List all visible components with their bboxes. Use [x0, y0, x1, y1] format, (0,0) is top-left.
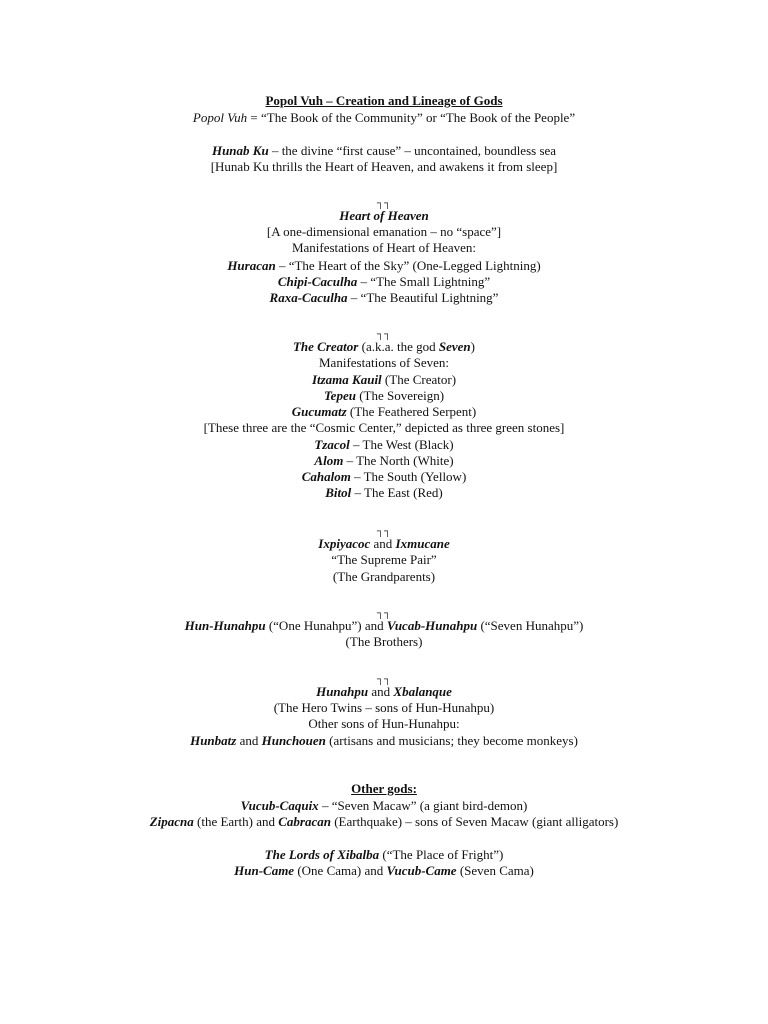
creator-item-name: Gucumatz: [291, 404, 347, 419]
subtitle-rest: = “The Book of the Community” or “The Book of the People”: [247, 110, 576, 125]
title-text: Popol Vuh – Creation and Lineage of Gods: [265, 93, 503, 108]
pair-title: [0, 536, 768, 552]
pair-line-2-text: “The Supreme Pair”: [331, 552, 437, 567]
direction-desc: – The North (White): [343, 453, 454, 468]
pair-line-3: [0, 569, 768, 585]
divider-glyph: ┐┐: [376, 329, 392, 340]
heart-item-desc: – “The Small Lightning”: [357, 274, 491, 289]
heart-note-text: [A one-dimensional emanation – no “space”]: [266, 224, 502, 239]
brothers-line-2: [0, 634, 768, 650]
direction-item: [0, 485, 768, 501]
direction-name: Tzacol: [314, 437, 350, 452]
page-title: [0, 93, 768, 109]
creator-item-desc: (The Sovereign): [355, 388, 445, 403]
heart-item: [0, 274, 768, 290]
sons-desc: (artisans and musicians; they become monkeys): [325, 733, 578, 748]
creator-note-text: [These three are the “Cosmic Center,” depicted as three green stones]: [203, 420, 565, 435]
son-name-2: Hunchouen: [261, 733, 326, 748]
other-gods-heading-text: Other gods:: [351, 781, 417, 796]
twins-line-3: [0, 716, 768, 732]
direction-item: [0, 437, 768, 453]
brothers-mid-2: (“Seven Hunahpu”): [477, 618, 584, 633]
divider-glyph: ┐┐: [376, 198, 392, 209]
cabracan-desc: (Earthquake) – sons of Seven Macaw (giant alligators): [330, 814, 619, 829]
divider-glyph: ┐┐: [376, 608, 392, 619]
brothers-mid-1: (“One Hunahpu”) and: [265, 618, 387, 633]
creator-mid: (a.k.a. the god: [358, 339, 439, 354]
heart-item-name: Chipi-Caculha: [277, 274, 358, 289]
other-god-line: [0, 814, 768, 830]
heart-item: [0, 258, 768, 274]
subtitle-line: [0, 110, 768, 126]
divider-glyph: ┐┐: [376, 526, 392, 537]
pair-line-2: [0, 552, 768, 568]
hunab-name: Hunab Ku: [211, 143, 269, 158]
zipacna-mid: (the Earth) and: [193, 814, 279, 829]
lords-desc: (“The Place of Fright”): [379, 847, 504, 862]
creator-item: [0, 372, 768, 388]
son-name-1: Hunbatz: [190, 733, 237, 748]
brothers-title: [0, 618, 768, 634]
hunab-desc: – the divine “first cause” – uncontained, boundless sea: [268, 143, 557, 158]
twins-line-2: [0, 700, 768, 716]
twins-and: and: [368, 684, 394, 699]
hun-came-mid: (One Cama) and: [294, 863, 387, 878]
zipacna-name: Zipacna: [149, 814, 194, 829]
heart-title: [0, 208, 768, 224]
heart-title-text: Heart of Heaven: [339, 208, 429, 223]
pair-and: and: [370, 536, 396, 551]
other-gods-heading: [0, 781, 768, 797]
creator-manifest-text: Manifestations of Seven:: [319, 355, 449, 370]
direction-desc: – The South (Yellow): [350, 469, 467, 484]
heart-manifest-text: Manifestations of Heart of Heaven:: [291, 240, 477, 255]
twin-name-2: Xbalanque: [393, 684, 452, 699]
heart-item-name: Raxa-Caculha: [269, 290, 348, 305]
brothers-line-2-text: (The Brothers): [345, 634, 423, 649]
heart-note: [0, 224, 768, 240]
other-god-line: [0, 798, 768, 814]
cabracan-name: Cabracan: [278, 814, 331, 829]
pair-line-3-text: (The Grandparents): [332, 569, 436, 584]
heart-manifest: [0, 240, 768, 256]
creator-item-name: Itzama Kauil: [311, 372, 382, 387]
vucub-name: Vucub-Caquix: [240, 798, 319, 813]
twins-line-3-text: Other sons of Hun-Hunahpu:: [308, 716, 460, 731]
other-god-line: [0, 863, 768, 879]
vucub-came-desc: (Seven Cama): [456, 863, 534, 878]
direction-item: [0, 469, 768, 485]
creator-item-desc: (The Creator): [381, 372, 457, 387]
twins-title: [0, 684, 768, 700]
twins-line-4: [0, 733, 768, 749]
heart-item-name: Huracan: [227, 258, 276, 273]
hunab-note-text: [Hunab Ku thrills the Heart of Heaven, and awakens it from sleep]: [210, 159, 558, 174]
hunab-note: [0, 159, 768, 175]
twins-line-2-text: (The Hero Twins – sons of Hun-Hunahpu): [273, 700, 495, 715]
direction-name: Cahalom: [301, 469, 351, 484]
creator-name: The Creator: [292, 339, 359, 354]
creator-note: [0, 420, 768, 436]
creator-item: [0, 388, 768, 404]
direction-item: [0, 453, 768, 469]
direction-desc: – The West (Black): [349, 437, 454, 452]
vucub-desc: – “Seven Macaw” (a giant bird-demon): [318, 798, 528, 813]
direction-name: Alom: [314, 453, 344, 468]
brother-name-2: Vucab-Hunahpu: [386, 618, 478, 633]
divider-glyph: ┐┐: [376, 674, 392, 685]
heart-item: [0, 290, 768, 306]
sons-and: and: [236, 733, 262, 748]
twin-name-1: Hunahpu: [316, 684, 369, 699]
other-god-line: [0, 847, 768, 863]
creator-seven: Seven: [438, 339, 471, 354]
subtitle-name: Popol Vuh: [192, 110, 248, 125]
creator-title: [0, 339, 768, 355]
hun-came-name: Hun-Came: [234, 863, 295, 878]
creator-item-desc: (The Feathered Serpent): [346, 404, 477, 419]
hunab-line: [0, 143, 768, 159]
heart-item-desc: – “The Beautiful Lightning”: [347, 290, 499, 305]
creator-item-name: Tepeu: [323, 388, 356, 403]
pair-name-1: Ixpiyacoc: [318, 536, 371, 551]
pair-name-2: Ixmucane: [395, 536, 450, 551]
creator-item: [0, 404, 768, 420]
lords-name: The Lords of Xibalba: [264, 847, 380, 862]
direction-desc: – The East (Red): [351, 485, 443, 500]
brother-name-1: Hun-Hunahpu: [184, 618, 266, 633]
creator-close: ): [470, 339, 475, 354]
creator-manifest: [0, 355, 768, 371]
direction-name: Bitol: [325, 485, 352, 500]
vucub-came-name: Vucub-Came: [386, 863, 457, 878]
heart-item-desc: – “The Heart of the Sky” (One-Legged Lightning): [275, 258, 541, 273]
